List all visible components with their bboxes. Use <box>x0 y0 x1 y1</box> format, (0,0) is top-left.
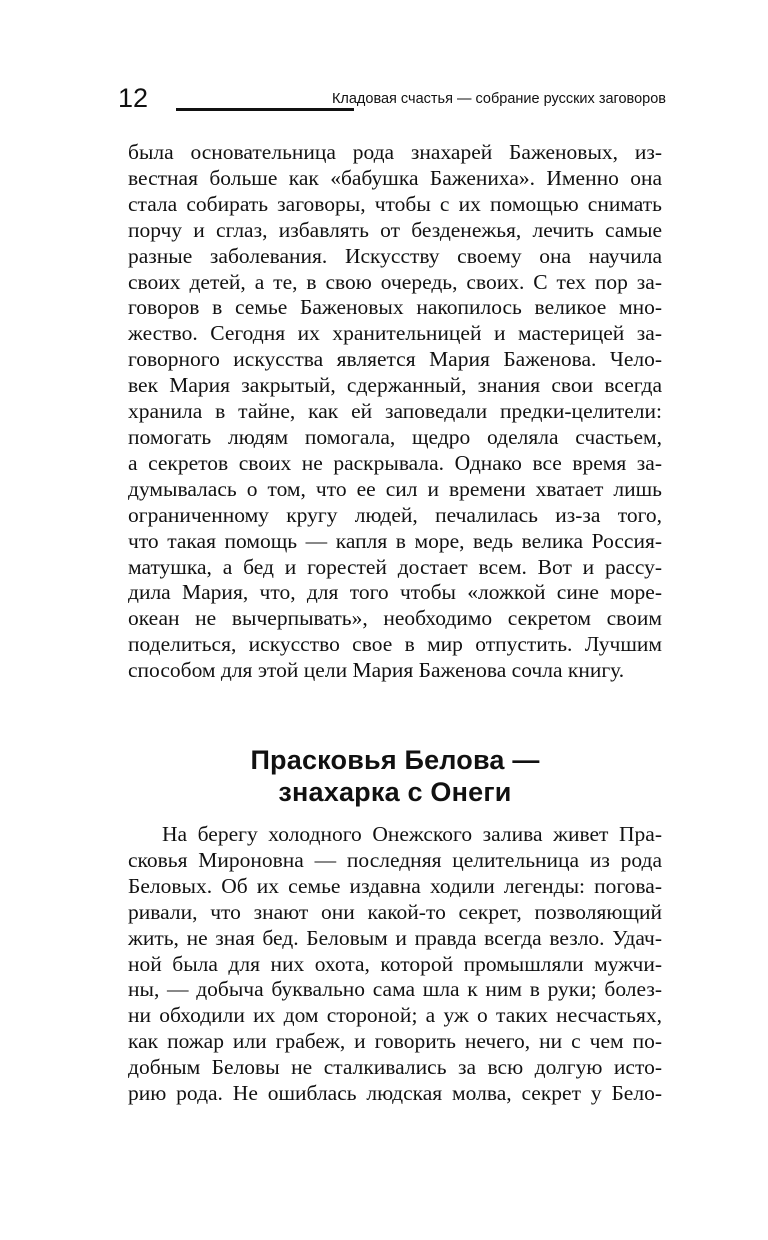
section-heading-line: Прасковья Белова — <box>250 745 540 775</box>
text-line: ной была для них охота, которой промышляли мужчи- <box>128 951 662 976</box>
text-line: жество. Сегодня их хранительницей и мастерицей за- <box>128 321 662 346</box>
section-paragraph <box>128 822 662 1107</box>
text-line: порчу и сглаз, избавлять от безденежья, лечить самые <box>128 217 662 242</box>
text-line: хранила в тайне, как ей заповедали предки-целители: <box>128 399 662 424</box>
text-line: ограниченному кругу людей, печалилась из-за того, <box>128 502 662 527</box>
text-line: говорного искусства является Мария Баженова. Чело- <box>128 347 662 372</box>
text-line: сковья Мироновна — последняя целительница из рода <box>128 847 662 872</box>
text-line: ривали, что знают они какой-то секрет, позволяющий <box>128 899 662 924</box>
text-line: была основательница рода знахарей Баженовых, из- <box>128 140 662 164</box>
text-line: добным Беловы не сталкивались за всю долгую исто- <box>128 1055 662 1080</box>
section-heading-line: знахарка с Онеги <box>278 777 512 807</box>
running-title: Кладовая счастья — собрание русских заговоров <box>331 91 666 107</box>
text-line: способом для этой цели Мария Баженова сочла книгу. <box>128 658 625 683</box>
page-number: 12 <box>118 83 149 113</box>
text-line: океан не вычерпывать», необходимо секретом своим <box>128 606 662 631</box>
page-header <box>118 82 666 122</box>
text-line: матушка, а бед и горестей достает всем. Вот и рассу- <box>128 554 662 579</box>
paragraph-continued <box>128 140 662 684</box>
text-line: а секретов своих не раскрывала. Однако все время за- <box>128 450 662 475</box>
text-line: думывалась о том, что ее сил и времени хватает лишь <box>128 476 662 501</box>
text-line: дила Мария, что, для того чтобы «ложкой сине море- <box>128 580 662 605</box>
text-line: что такая помощь — капля в море, ведь велика Россия- <box>128 528 662 553</box>
text-line: помогать людям помогала, щедро оделяла счастьем, <box>128 424 662 449</box>
section-heading <box>128 744 662 808</box>
text-line: На берегу холодного Онежского залива живет Пра- <box>162 822 662 846</box>
text-line: стала собирать заговоры, чтобы с их помощью снимать <box>128 191 662 216</box>
text-line: жить, не зная бед. Беловым и правда всегда везло. Удач- <box>128 925 662 950</box>
text-line: рию рода. Не ошиблась людская молва, секрет у Бело- <box>128 1081 662 1106</box>
text-line: ны, — добыча буквально сама шла к ним в руки; болез- <box>128 977 662 1002</box>
text-line: век Мария закрытый, сдержанный, знания свои всегда <box>128 373 662 398</box>
text-line: разные заболевания. Искусству своему она научила <box>128 243 662 268</box>
text-line: своих детей, а те, в свою очередь, своих. С тех пор за- <box>128 269 662 294</box>
text-line: Беловых. Об их семье издавна ходили легенды: погова- <box>128 873 662 898</box>
text-line: говоров в семье Баженовых накопилось великое мно- <box>128 295 662 320</box>
header-rule <box>176 108 354 111</box>
text-line: поделиться, искусство свое в мир отпустить. Лучшим <box>128 632 662 657</box>
text-line: как пожар или грабеж, и говорить нечего, ни с чем по- <box>128 1029 662 1054</box>
text-line: ни обходили их дом стороной; а уж о таких несчастьях, <box>128 1003 662 1028</box>
text-line: вестная больше как «бабушка Бажениха». Именно она <box>128 165 662 190</box>
